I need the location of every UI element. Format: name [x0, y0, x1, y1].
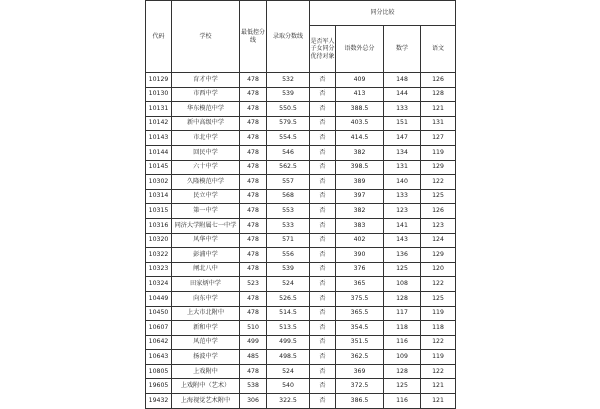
table-row [146, 321, 456, 336]
cell-exclusion-total: 362.5 [336, 350, 384, 365]
cell-math: 141 [384, 218, 421, 233]
cell-min-line: 478 [240, 189, 267, 204]
cell-min-line: 478 [240, 160, 267, 175]
cell-military-flag: 否 [310, 379, 336, 394]
cell-military-flag: 否 [310, 233, 336, 248]
cell-admission-line: 514.5 [267, 306, 310, 321]
cell-min-line: 478 [240, 248, 267, 263]
cell-chinese: 121 [421, 102, 456, 117]
cell-math: 128 [384, 291, 421, 306]
table-row [146, 350, 456, 365]
table-row [146, 248, 456, 263]
cell-chinese: 131 [421, 116, 456, 131]
cell-math: 131 [384, 160, 421, 175]
cell-chinese: 120 [421, 262, 456, 277]
table-row [146, 145, 456, 160]
cell-school: 向东中学 [172, 291, 240, 306]
cell-math: 117 [384, 306, 421, 321]
cell-school: 育才中学 [172, 73, 240, 88]
cell-math: 151 [384, 116, 421, 131]
cell-admission-line: 553 [267, 204, 310, 219]
cell-school: 新中高级中学 [172, 116, 240, 131]
table-row [146, 306, 456, 321]
cell-chinese: 129 [421, 248, 456, 263]
cell-admission-line: 554.5 [267, 131, 310, 146]
cell-code: 10315 [146, 204, 172, 219]
table-row [146, 160, 456, 175]
cell-admission-line: 499.5 [267, 335, 310, 350]
cell-exclusion-total: 365.5 [336, 306, 384, 321]
cell-min-line: 478 [240, 204, 267, 219]
header-admission-line: 录取分数线 [267, 1, 310, 73]
cell-chinese: 129 [421, 160, 456, 175]
cell-school: 上戏附中（艺术） [172, 379, 240, 394]
cell-code: 10805 [146, 364, 172, 379]
cell-code: 10320 [146, 233, 172, 248]
cell-chinese: 122 [421, 277, 456, 292]
cell-exclusion-total: 354.5 [336, 321, 384, 336]
cell-math: 116 [384, 394, 421, 409]
cell-exclusion-total: 402 [336, 233, 384, 248]
cell-min-line: 478 [240, 306, 267, 321]
cell-exclusion-total: 409 [336, 73, 384, 88]
table-row [146, 379, 456, 394]
cell-exclusion-total: 365 [336, 277, 384, 292]
table-row [146, 335, 456, 350]
header-exclusion-total: 语数外总分 [336, 26, 384, 73]
cell-math: 148 [384, 73, 421, 88]
cell-school: 扬波中学 [172, 350, 240, 365]
cell-chinese: 122 [421, 175, 456, 190]
cell-admission-line: 513.5 [267, 321, 310, 336]
cell-school: 闸北八中 [172, 262, 240, 277]
cell-chinese: 122 [421, 364, 456, 379]
cell-school: 第一中学 [172, 204, 240, 219]
cell-military-flag: 否 [310, 277, 336, 292]
cell-admission-line: 524 [267, 277, 310, 292]
header-row-top [146, 1, 456, 26]
cell-code: 10302 [146, 175, 172, 190]
table-row [146, 394, 456, 409]
cell-exclusion-total: 383 [336, 218, 384, 233]
cell-code: 10642 [146, 335, 172, 350]
cell-school: 市北中学 [172, 131, 240, 146]
cell-code: 10607 [146, 321, 172, 336]
cell-math: 136 [384, 248, 421, 263]
table-row [146, 262, 456, 277]
cell-admission-line: 498.5 [267, 350, 310, 365]
cell-min-line: 478 [240, 131, 267, 146]
cell-min-line: 478 [240, 175, 267, 190]
cell-min-line: 478 [240, 87, 267, 102]
cell-military-flag: 否 [310, 335, 336, 350]
cell-admission-line: 546 [267, 145, 310, 160]
cell-military-flag: 否 [310, 189, 336, 204]
header-school: 学校 [172, 1, 240, 73]
cell-school: 上大市北附中 [172, 306, 240, 321]
cell-military-flag: 否 [310, 394, 336, 409]
cell-min-line: 478 [240, 218, 267, 233]
cell-min-line: 478 [240, 145, 267, 160]
cell-admission-line: 526.5 [267, 291, 310, 306]
table-row [146, 87, 456, 102]
cell-military-flag: 否 [310, 291, 336, 306]
cell-min-line: 478 [240, 364, 267, 379]
cell-math: 123 [384, 204, 421, 219]
cell-school: 六十中学 [172, 160, 240, 175]
cell-exclusion-total: 376 [336, 262, 384, 277]
cell-code: 10449 [146, 291, 172, 306]
cell-exclusion-total: 375.5 [336, 291, 384, 306]
cell-exclusion-total: 398.5 [336, 160, 384, 175]
cell-min-line: 485 [240, 350, 267, 365]
cell-school: 民立中学 [172, 189, 240, 204]
cell-admission-line: 524 [267, 364, 310, 379]
cell-math: 109 [384, 350, 421, 365]
cell-chinese: 118 [421, 321, 456, 336]
cell-exclusion-total: 389 [336, 175, 384, 190]
header-military-flag: 是否军人子女同分优待对象 [310, 26, 336, 73]
cell-exclusion-total: 386.5 [336, 394, 384, 409]
cell-military-flag: 否 [310, 321, 336, 336]
cell-code: 10324 [146, 277, 172, 292]
cell-min-line: 523 [240, 277, 267, 292]
cell-school: 彭浦中学 [172, 248, 240, 263]
cell-min-line: 478 [240, 233, 267, 248]
table-row [146, 204, 456, 219]
cell-military-flag: 否 [310, 145, 336, 160]
table-row [146, 175, 456, 190]
cell-min-line: 478 [240, 262, 267, 277]
header-chinese: 语文 [421, 26, 456, 73]
cell-math: 140 [384, 175, 421, 190]
cell-military-flag: 否 [310, 262, 336, 277]
cell-military-flag: 否 [310, 175, 336, 190]
table-row [146, 291, 456, 306]
cell-code: 10643 [146, 350, 172, 365]
cell-admission-line: 539 [267, 262, 310, 277]
cell-exclusion-total: 382 [336, 204, 384, 219]
table-row [146, 131, 456, 146]
cell-military-flag: 否 [310, 218, 336, 233]
cell-chinese: 119 [421, 306, 456, 321]
cell-math: 134 [384, 145, 421, 160]
header-code: 代码 [146, 1, 172, 73]
cell-admission-line: 540 [267, 379, 310, 394]
cell-admission-line: 539 [267, 87, 310, 102]
table-row [146, 73, 456, 88]
cell-chinese: 122 [421, 335, 456, 350]
cell-exclusion-total: 414.5 [336, 131, 384, 146]
cell-code: 10316 [146, 218, 172, 233]
cell-school: 同济大学附属七一中学 [172, 218, 240, 233]
cell-min-line: 478 [240, 116, 267, 131]
cell-min-line: 510 [240, 321, 267, 336]
cell-exclusion-total: 390 [336, 248, 384, 263]
cell-exclusion-total: 413 [336, 87, 384, 102]
cell-code: 10129 [146, 73, 172, 88]
cell-military-flag: 否 [310, 102, 336, 117]
cell-chinese: 127 [421, 131, 456, 146]
cell-math: 144 [384, 87, 421, 102]
cell-admission-line: 322.5 [267, 394, 310, 409]
cell-code: 10142 [146, 116, 172, 131]
cell-chinese: 123 [421, 218, 456, 233]
cell-math: 147 [384, 131, 421, 146]
cell-code: 10314 [146, 189, 172, 204]
cell-math: 108 [384, 277, 421, 292]
cell-math: 116 [384, 335, 421, 350]
table-row [146, 116, 456, 131]
cell-chinese: 124 [421, 233, 456, 248]
cell-code: 19432 [146, 394, 172, 409]
header-math: 数学 [384, 26, 421, 73]
cell-admission-line: 571 [267, 233, 310, 248]
cell-military-flag: 否 [310, 131, 336, 146]
cell-math: 128 [384, 364, 421, 379]
cell-chinese: 128 [421, 87, 456, 102]
cell-chinese: 121 [421, 394, 456, 409]
cell-school: 田家炳中学 [172, 277, 240, 292]
cell-military-flag: 否 [310, 364, 336, 379]
cell-math: 118 [384, 321, 421, 336]
cell-school: 风华中学 [172, 233, 240, 248]
cell-chinese: 121 [421, 379, 456, 394]
cell-chinese: 119 [421, 350, 456, 365]
cell-admission-line: 557 [267, 175, 310, 190]
cell-school: 上戏附中 [172, 364, 240, 379]
cell-math: 133 [384, 189, 421, 204]
admission-score-table [145, 0, 456, 409]
cell-math: 125 [384, 379, 421, 394]
cell-exclusion-total: 403.5 [336, 116, 384, 131]
cell-military-flag: 否 [310, 204, 336, 219]
table-row [146, 233, 456, 248]
cell-code: 10322 [146, 248, 172, 263]
cell-code: 10145 [146, 160, 172, 175]
cell-code: 10323 [146, 262, 172, 277]
cell-chinese: 119 [421, 145, 456, 160]
cell-school: 华东模范中学 [172, 102, 240, 117]
cell-school: 久隆模范中学 [172, 175, 240, 190]
cell-military-flag: 否 [310, 116, 336, 131]
cell-code: 10144 [146, 145, 172, 160]
cell-admission-line: 532 [267, 73, 310, 88]
table-row [146, 364, 456, 379]
cell-chinese: 125 [421, 291, 456, 306]
cell-chinese: 126 [421, 204, 456, 219]
cell-exclusion-total: 397 [336, 189, 384, 204]
table-row [146, 218, 456, 233]
table-row [146, 102, 456, 117]
table-body [146, 73, 456, 409]
cell-min-line: 478 [240, 102, 267, 117]
cell-code: 10130 [146, 87, 172, 102]
cell-chinese: 125 [421, 189, 456, 204]
cell-school: 回民中学 [172, 145, 240, 160]
cell-military-flag: 否 [310, 87, 336, 102]
header-same-score-group: 同分比较 [310, 1, 456, 26]
cell-military-flag: 否 [310, 350, 336, 365]
cell-min-line: 499 [240, 335, 267, 350]
cell-chinese: 126 [421, 73, 456, 88]
cell-code: 10143 [146, 131, 172, 146]
table-row [146, 189, 456, 204]
cell-min-line: 478 [240, 291, 267, 306]
cell-exclusion-total: 351.5 [336, 335, 384, 350]
header-min-line: 最低控分线 [240, 1, 267, 73]
cell-math: 143 [384, 233, 421, 248]
cell-math: 125 [384, 262, 421, 277]
cell-exclusion-total: 372.5 [336, 379, 384, 394]
cell-admission-line: 568 [267, 189, 310, 204]
cell-exclusion-total: 382 [336, 145, 384, 160]
cell-min-line: 478 [240, 73, 267, 88]
cell-admission-line: 533 [267, 218, 310, 233]
cell-min-line: 306 [240, 394, 267, 409]
cell-exclusion-total: 388.5 [336, 102, 384, 117]
cell-school: 新和中学 [172, 321, 240, 336]
cell-exclusion-total: 369 [336, 364, 384, 379]
cell-admission-line: 579.5 [267, 116, 310, 131]
score-table-sheet [145, 0, 455, 404]
cell-military-flag: 否 [310, 306, 336, 321]
cell-code: 10450 [146, 306, 172, 321]
cell-math: 133 [384, 102, 421, 117]
cell-admission-line: 550.5 [267, 102, 310, 117]
cell-code: 10131 [146, 102, 172, 117]
cell-min-line: 538 [240, 379, 267, 394]
cell-military-flag: 否 [310, 248, 336, 263]
cell-military-flag: 否 [310, 160, 336, 175]
table-row [146, 277, 456, 292]
cell-school: 风范中学 [172, 335, 240, 350]
cell-school: 上海视觉艺术附中 [172, 394, 240, 409]
cell-military-flag: 否 [310, 73, 336, 88]
cell-code: 19605 [146, 379, 172, 394]
cell-admission-line: 562.5 [267, 160, 310, 175]
cell-school: 市西中学 [172, 87, 240, 102]
cell-admission-line: 556 [267, 248, 310, 263]
